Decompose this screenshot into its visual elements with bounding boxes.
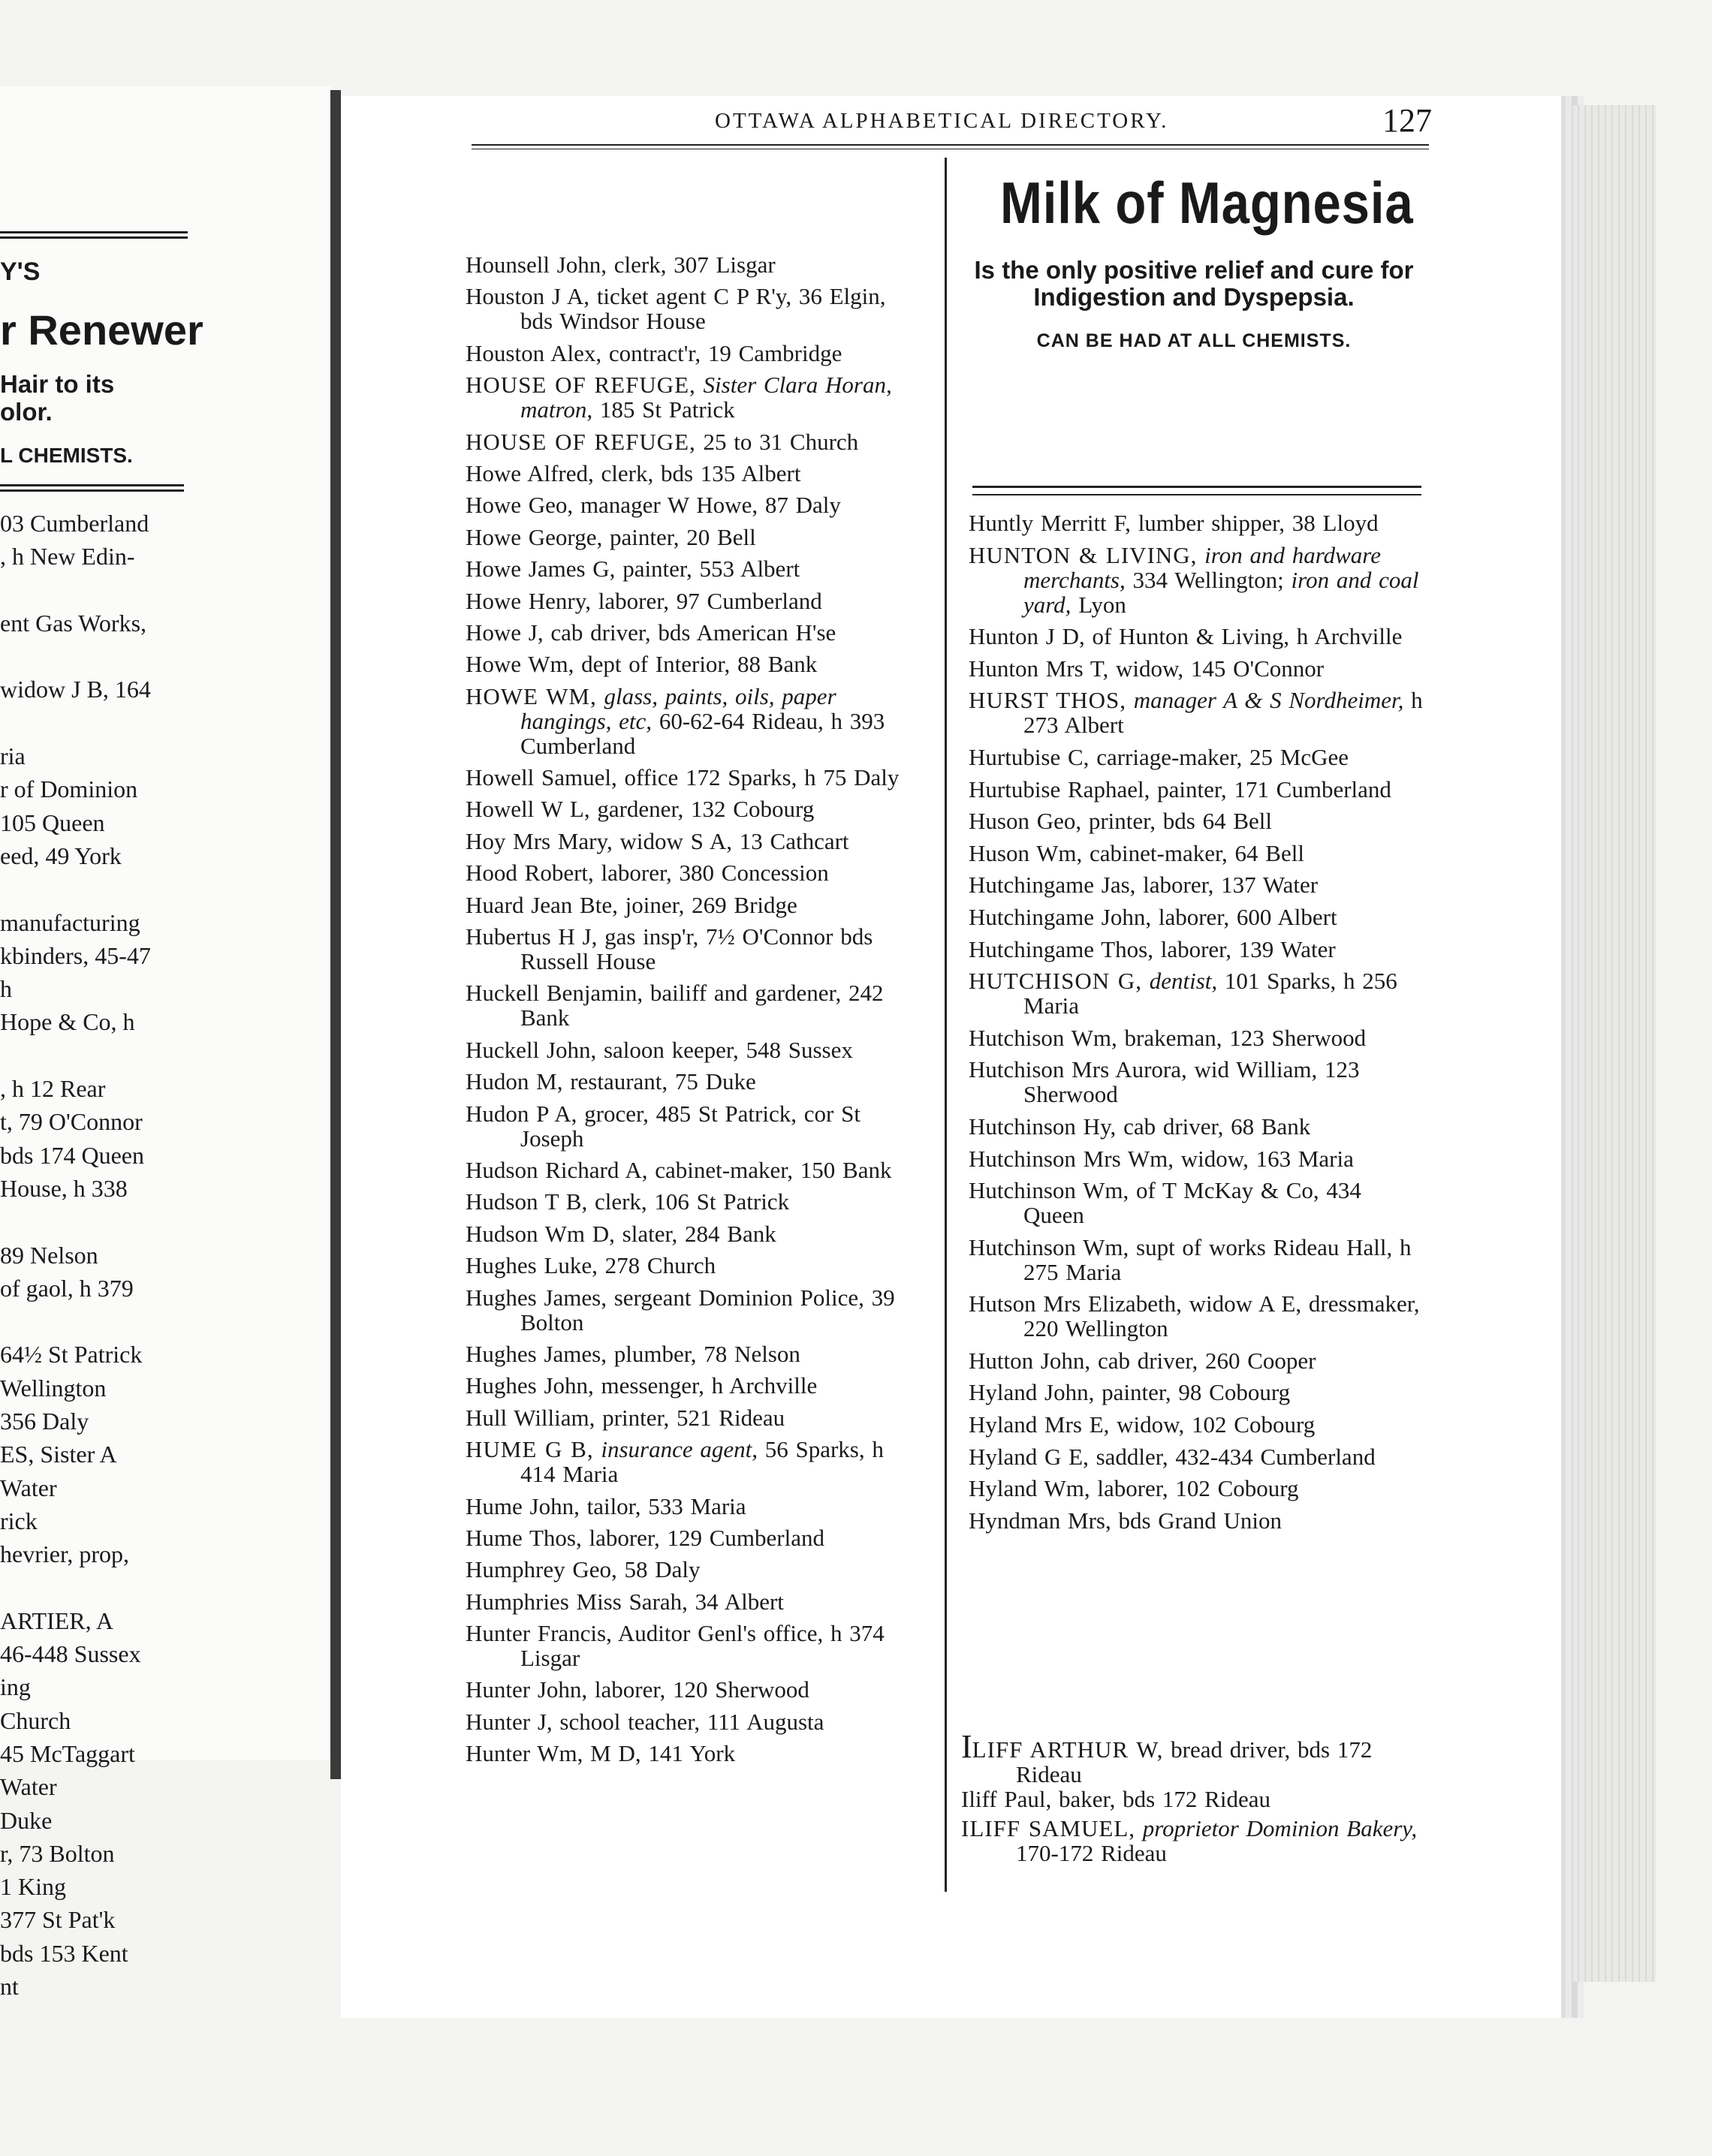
entry-name: Hudon M,	[466, 1068, 563, 1095]
directory-entry	[466, 1621, 916, 1670]
left-fragment-line: 105 Queen	[0, 808, 105, 836]
directory-column-left	[466, 252, 916, 1773]
entry-details: clerk, bds 135 Albert	[601, 459, 801, 486]
entry-name: Humphries Miss Sarah,	[466, 1588, 688, 1615]
directory-entry	[969, 1444, 1427, 1469]
entry-details: tailor, 533 Maria	[586, 1492, 746, 1519]
entry-details: 58 Daly	[624, 1556, 701, 1583]
entry-name: Hutchison Mrs Aurora,	[969, 1056, 1187, 1083]
entry-details: brakeman, 123 Sherwood	[1124, 1024, 1367, 1051]
entry-name: Hughes Luke,	[466, 1252, 598, 1279]
left-fragment-line: ing	[0, 1673, 31, 1701]
entry-italic: iron and hardware merchants,	[1023, 541, 1381, 593]
left-fragment-line: 377 St Pat'k	[0, 1906, 116, 1934]
entry-name: Hutchinson Mrs Wm,	[969, 1145, 1174, 1172]
entry-details: restaurant, 75 Duke	[570, 1068, 756, 1095]
directory-entry	[466, 1253, 916, 1278]
entry-details: widow S A, 13 Cathcart	[619, 827, 849, 854]
section-initial: I	[961, 1728, 972, 1765]
entry-details: Auditor Genl's office, h 374 Lisgar	[520, 1620, 885, 1672]
directory-entry	[466, 341, 916, 366]
entry-details: 278 Church	[604, 1252, 716, 1279]
directory-entry	[466, 1437, 916, 1486]
entry-details: bread driver, bds 172 Rideau	[1016, 1736, 1373, 1787]
directory-entry	[466, 284, 916, 333]
directory-entry	[969, 1348, 1427, 1373]
entry-details: painter, 553 Albert	[622, 556, 800, 583]
left-fragment-line: bds 153 Kent	[0, 1939, 128, 1967]
directory-entry	[969, 688, 1427, 737]
directory-entry	[969, 1057, 1427, 1107]
milk-of-magnesia-ad	[969, 165, 1419, 352]
entry-name: Humphrey Geo,	[466, 1556, 617, 1583]
column-divider	[945, 158, 947, 1892]
left-fragment-line: of gaol, h 379	[0, 1274, 134, 1302]
entry-name: Howe Wm,	[466, 651, 574, 678]
section-I-entries	[961, 1728, 1427, 1870]
entry-name: HURST THOS,	[969, 687, 1126, 714]
entry-name: HOUSE OF REFUGE,	[466, 372, 696, 399]
directory-entry	[969, 543, 1427, 617]
entry-details: carriage-maker, 25 McGee	[1096, 743, 1349, 770]
directory-entry	[969, 1476, 1427, 1501]
directory-entry	[969, 841, 1427, 866]
entry-details: laborer, 102 Cobourg	[1097, 1475, 1299, 1502]
entry-name: Hughes John,	[466, 1372, 594, 1399]
entry-details: of Hunton & Living, h Archville	[1092, 623, 1403, 650]
entry-italic: Sister Clara Horan, matron,	[520, 372, 892, 423]
entry-name: Hughes James,	[466, 1340, 607, 1367]
entry-name: Hutchingame Jas,	[969, 872, 1136, 899]
entry-details: contract'r, 19 Cambridge	[608, 339, 842, 366]
entry-details: painter, 20 Bell	[609, 523, 756, 550]
directory-entry	[466, 1221, 916, 1246]
left-fragment-line: , h New Edin-	[0, 543, 135, 571]
section-I-first-entry	[961, 1728, 1427, 1787]
ad-footer: CAN BE HAD AT ALL CHEMISTS.	[1036, 330, 1352, 351]
directory-entry	[969, 1291, 1427, 1341]
left-fragment-line	[0, 640, 330, 673]
left-fragment-line: kbinders, 45-47	[0, 941, 151, 969]
directory-entry	[466, 924, 916, 974]
entry-details: laborer, 139 Water	[1160, 935, 1336, 962]
entry-name: Hurtubise C,	[969, 743, 1090, 770]
entry-name: Hunton J D,	[969, 623, 1085, 650]
entry-name: Howell Samuel,	[466, 764, 617, 791]
entry-details: bds Grand Union	[1118, 1507, 1282, 1534]
left-fragment-line	[0, 872, 330, 905]
entry-details: of T McKay & Co, 434 Queen	[1023, 1177, 1361, 1229]
entry-details: Lyon	[1078, 591, 1126, 618]
left-ad-line-2: olor.	[0, 398, 53, 426]
directory-entry	[466, 556, 916, 581]
entry-details: baker, bds 172 Rideau	[1059, 1786, 1270, 1812]
left-fragment-line: eed, 49 York	[0, 842, 122, 869]
entry-details: 25 to 31 Church	[703, 428, 859, 455]
directory-entry	[969, 1380, 1427, 1405]
entry-name: Hudson T B,	[466, 1188, 588, 1215]
left-fragment-line: bds 174 Queen	[0, 1141, 144, 1169]
directory-entry	[969, 777, 1427, 802]
entry-name: Huckell Benjamin,	[466, 980, 644, 1007]
ad-body: Is the only positive relief and cure for Indigestion and Dyspepsia.	[974, 256, 1414, 311]
directory-entry	[466, 620, 916, 645]
left-fragment-line: Hope & Co, h	[0, 1008, 135, 1036]
entry-details: lumber shipper, 38 Lloyd	[1138, 510, 1379, 536]
directory-entry	[969, 1114, 1427, 1139]
entry-name: Huson Geo,	[969, 808, 1082, 835]
entry-details: painter, 98 Cobourg	[1102, 1379, 1291, 1406]
entry-name: HUNTON & LIVING,	[969, 541, 1198, 568]
directory-entry	[969, 510, 1427, 535]
entry-name: Howe Alfred,	[466, 459, 594, 486]
entry-details: 34 Albert	[695, 1588, 784, 1615]
entry-name: Houston J A,	[466, 283, 590, 310]
left-fragment-line: ent Gas Works,	[0, 609, 147, 637]
directory-entry	[969, 968, 1427, 1018]
entry-name: Hurtubise Raphael,	[969, 775, 1150, 802]
entry-details: joiner, 269 Bridge	[625, 891, 797, 918]
entry-name: Hutchinson Wm,	[969, 1177, 1129, 1204]
entry-details: widow, 145 O'Connor	[1116, 655, 1325, 682]
entry-details: cab driver, 260 Cooper	[1097, 1347, 1316, 1374]
directory-entry	[466, 429, 916, 454]
entry-italic: proprietor Dominion Bakery,	[1142, 1815, 1418, 1841]
left-entries-list	[0, 507, 330, 2003]
entry-name: HOUSE OF REFUGE,	[466, 428, 696, 455]
entry-details: laborer, 120 Sherwood	[594, 1676, 809, 1703]
directory-entry	[969, 937, 1427, 962]
entry-name: Hutchinson Wm,	[969, 1233, 1129, 1260]
directory-entry	[466, 1494, 916, 1519]
left-page-fragment	[0, 86, 330, 2001]
directory-entry	[969, 872, 1427, 897]
entry-details: widow, 102 Cobourg	[1117, 1411, 1316, 1438]
entry-details: office 172 Sparks, h 75 Daly	[624, 764, 900, 791]
entry-details: 101 Sparks, h 256 Maria	[1023, 968, 1397, 1019]
left-fragment-line	[0, 574, 330, 607]
entry-details: widow A E, dressmaker, 220 Wellington	[1023, 1290, 1420, 1342]
entry-name: Hutson Mrs Elizabeth,	[969, 1290, 1182, 1317]
directory-entry	[466, 525, 916, 550]
entry-name: Howe J,	[466, 619, 544, 646]
entry-details: dept of Interior, 88 Bank	[581, 651, 818, 678]
entry-details: bailiff and gardener, 242 Bank	[520, 980, 884, 1031]
directory-entry	[466, 1158, 916, 1182]
left-brand-fragment: Y'S	[0, 257, 41, 286]
directory-entry	[466, 252, 916, 277]
left-fragment-line: t, 79 O'Connor	[0, 1108, 143, 1136]
entry-name: Hudon P A,	[466, 1100, 577, 1127]
directory-entry	[969, 1508, 1427, 1533]
directory-column-right	[969, 510, 1427, 1540]
entry-details: ticket agent C P R'y, 36 Elgin, bds Windsor House	[520, 283, 886, 335]
directory-entry	[466, 684, 916, 758]
entry-name: Hounsell John,	[466, 251, 607, 278]
directory-entry	[969, 905, 1427, 929]
left-rule-mid-2	[0, 489, 184, 492]
running-head	[131, 98, 1430, 143]
left-fragment-line	[0, 1571, 330, 1604]
left-fragment-line: h	[0, 975, 12, 1003]
left-fragment-line: nt	[0, 1973, 19, 2001]
entry-details: cabinet-maker, 150 Bank	[655, 1156, 892, 1183]
entry-name: Hudson Richard A,	[466, 1156, 648, 1183]
page-number: 127	[1382, 102, 1432, 139]
entry-details: sergeant Dominion Police, 39 Bolton	[520, 1284, 895, 1335]
entry-name: Howe Geo,	[466, 492, 574, 519]
entry-details: 170-172 Rideau	[1016, 1840, 1167, 1866]
entry-name: HOWE WM,	[466, 682, 597, 709]
entry-details: 60-62-64 Rideau, h 393 Cumberland	[520, 707, 885, 759]
directory-entry	[969, 1412, 1427, 1437]
book-gutter	[330, 90, 341, 1779]
entry-name: Hyland John,	[969, 1379, 1095, 1406]
left-fragment-line: , h 12 Rear	[0, 1075, 106, 1103]
directory-entry	[969, 624, 1427, 649]
entry-name: Hutchingame John,	[969, 903, 1152, 930]
entry-details: clerk, 106 St Patrick	[594, 1188, 790, 1215]
entry-name: Hunter John,	[466, 1676, 588, 1703]
entry-name: Hunter J,	[466, 1708, 553, 1735]
ad-title: Milk of Magnesia	[1000, 170, 1414, 236]
directory-entry	[969, 656, 1427, 681]
entry-details: messenger, h Archville	[601, 1372, 818, 1399]
entry-details: gardener, 132 Cobourg	[597, 796, 815, 823]
entry-details: painter, 171 Cumberland	[1157, 775, 1391, 802]
entry-details: laborer, 600 Albert	[1158, 903, 1337, 930]
directory-entry	[466, 492, 916, 517]
section-I-list	[961, 1787, 1427, 1865]
left-fragment-line: r, 73 Bolton	[0, 1839, 115, 1867]
directory-entry	[466, 1677, 916, 1702]
entry-italic: iron and coal yard,	[1023, 566, 1419, 618]
directory-entry	[466, 461, 916, 486]
left-fragment-line: Church	[0, 1706, 71, 1734]
left-fragment-line: hevrier, prop,	[0, 1540, 129, 1568]
left-fragment-line: widow J B, 164	[0, 676, 151, 703]
entry-name: Hutton John,	[969, 1347, 1091, 1374]
entry-details: gas insp'r, 7½ O'Connor bds Russell House	[520, 923, 873, 975]
directory-entry	[466, 1189, 916, 1214]
left-rule-top-2	[0, 236, 188, 239]
left-fragment-line: Water	[0, 1773, 57, 1801]
entry-name: Hubertus H J,	[466, 923, 598, 950]
entry-italic: insurance agent,	[601, 1436, 758, 1463]
left-headline-fragment: r Renewer	[0, 306, 203, 354]
directory-entry	[466, 1069, 916, 1094]
entry-name: HUME G B,	[466, 1436, 594, 1463]
entry-details: laborer, 129 Cumberland	[589, 1524, 824, 1551]
entry-details: saloon keeper, 548 Sussex	[603, 1036, 853, 1063]
left-fragment-line: Water	[0, 1474, 57, 1501]
entry-name: Hoy Mrs Mary,	[466, 827, 613, 854]
entry-details: printer, bds 64 Bell	[1088, 808, 1272, 835]
entry-details: printer, 521 Rideau	[602, 1404, 785, 1431]
directory-entry	[969, 1025, 1427, 1050]
entry-name: Huard Jean Bte,	[466, 891, 618, 918]
entry-name: Howe George,	[466, 523, 603, 550]
directory-entry	[466, 1405, 916, 1430]
ad-rule	[972, 486, 1421, 495]
entry-details: cab driver, 68 Bank	[1123, 1113, 1311, 1140]
entry-details: laborer, 380 Concession	[601, 860, 829, 887]
entry-details: clerk, 307 Lisgar	[613, 251, 776, 278]
entry-name: Hutchison Wm,	[969, 1024, 1117, 1051]
left-fragment-line: 46-448 Sussex	[0, 1640, 141, 1668]
directory-entry	[961, 1787, 1427, 1811]
left-fragment-line: 356 Daly	[0, 1408, 89, 1435]
left-fragment-line	[0, 706, 330, 739]
entry-details: widow, 163 Maria	[1180, 1145, 1354, 1172]
entry-details: 141 York	[648, 1740, 736, 1767]
entry-name: Hunton Mrs T,	[969, 655, 1109, 682]
directory-entry	[466, 589, 916, 613]
header-title: OTTAWA ALPHABETICAL DIRECTORY.	[715, 109, 1169, 133]
left-fragment-line: 45 McTaggart	[0, 1739, 135, 1767]
directory-entry	[466, 1741, 916, 1766]
entry-name: Howell W L,	[466, 796, 590, 823]
entry-details: saddler, 432-434 Cumberland	[1096, 1443, 1376, 1470]
left-fragment-line	[0, 1039, 330, 1072]
entry-details: school teacher, 111 Augusta	[559, 1708, 824, 1735]
entry-details: 185 St Patrick	[599, 396, 735, 423]
entry-name: Houston Alex,	[466, 339, 602, 366]
left-fragment-line: rick	[0, 1507, 38, 1534]
directory-entry	[466, 860, 916, 885]
entry-name: Howe James G,	[466, 556, 616, 583]
entry-details: wid William, 123 Sherwood	[1023, 1056, 1360, 1108]
header-rule	[472, 144, 1429, 149]
left-rule-top	[0, 231, 188, 233]
entry-name: Hyland Wm,	[969, 1475, 1090, 1502]
left-fragment-line	[0, 1305, 330, 1338]
left-fragment-line: 1 King	[0, 1873, 66, 1901]
left-fragment-line: Wellington	[0, 1374, 107, 1402]
directory-entry	[466, 1557, 916, 1582]
entry-details: h 273 Albert	[1023, 687, 1423, 739]
directory-entry	[466, 1341, 916, 1366]
entry-name: ILIFF SAMUEL,	[961, 1815, 1136, 1841]
entry-details: plumber, 78 Nelson	[613, 1340, 800, 1367]
directory-entry	[466, 796, 916, 821]
entry-name: Hunter Wm, M D,	[466, 1740, 641, 1767]
directory-entry	[969, 808, 1427, 833]
directory-entry	[466, 1101, 916, 1151]
left-ad-line-1: Hair to its	[0, 370, 115, 398]
directory-entry	[969, 1146, 1427, 1171]
entry-details: grocer, 485 St Patrick, cor St Joseph	[520, 1100, 861, 1152]
entry-name: Hume Thos,	[466, 1524, 582, 1551]
left-fragment-line: 64½ St Patrick	[0, 1341, 143, 1369]
left-fragment-line: ria	[0, 742, 26, 770]
directory-entry	[969, 1235, 1427, 1284]
entry-name: Huson Wm,	[969, 839, 1083, 866]
left-fragment-line: 89 Nelson	[0, 1241, 98, 1269]
entry-details: cabinet-maker, 64 Bell	[1090, 839, 1304, 866]
entry-name: Hyland Mrs E,	[969, 1411, 1110, 1438]
directory-entry	[466, 1373, 916, 1398]
entry-details: slater, 284 Bank	[622, 1220, 776, 1247]
directory-entry	[466, 893, 916, 917]
directory-entry	[466, 765, 916, 790]
entry-name: Hunter Francis,	[466, 1620, 612, 1647]
entry-name: Hyndman Mrs,	[969, 1507, 1111, 1534]
left-fragment-line: 03 Cumberland	[0, 510, 149, 537]
directory-entry	[466, 372, 916, 422]
entry-name: Hyland G E,	[969, 1443, 1089, 1470]
entry-name: Iliff Paul,	[961, 1786, 1052, 1812]
entry-details: laborer, 137 Water	[1143, 872, 1319, 899]
entry-italic: glass, paints, oils, paper hangings, etc,	[520, 682, 836, 734]
directory-entry	[466, 1709, 916, 1734]
entry-name: Howe Henry,	[466, 587, 591, 614]
left-ad-footer: L CHEMISTS.	[0, 444, 133, 467]
entry-name: Hood Robert,	[466, 860, 594, 887]
directory-entry	[969, 1178, 1427, 1227]
directory-entry	[961, 1816, 1427, 1865]
left-fragment-line: House, h 338	[0, 1174, 128, 1202]
entry-name: Hughes James,	[466, 1284, 607, 1311]
entry-name: Hull William,	[466, 1404, 595, 1431]
directory-entry	[466, 1525, 916, 1550]
entry-name: HUTCHISON G,	[969, 968, 1142, 995]
entry-details: laborer, 97 Cumberland	[598, 587, 822, 614]
left-fragment-line: ARTIER, A	[0, 1606, 113, 1634]
entry-name: Hume John,	[466, 1492, 580, 1519]
left-rule-mid	[0, 484, 184, 486]
entry-name: Huntly Merritt F,	[969, 510, 1131, 536]
directory-entry	[466, 1037, 916, 1062]
entry-name: Hudson Wm D,	[466, 1220, 615, 1247]
directory-entry	[969, 745, 1427, 769]
directory-entry	[466, 1285, 916, 1335]
entry-name: Hutchingame Thos,	[969, 935, 1153, 962]
entry-italic: manager A & S Nordheimer,	[1133, 687, 1404, 714]
left-fragment-line: ES, Sister A	[0, 1441, 117, 1468]
directory-entry	[466, 1589, 916, 1614]
page-edges	[1573, 105, 1656, 1982]
entry-details: cab driver, bds American H'se	[550, 619, 836, 646]
directory-entry	[466, 980, 916, 1030]
entry-italic: dentist,	[1149, 968, 1218, 995]
left-fragment-line: Duke	[0, 1806, 53, 1834]
left-fragment-line	[0, 1205, 330, 1238]
left-fragment-line: r of Dominion	[0, 775, 138, 803]
left-fragment-line: manufacturing	[0, 908, 140, 936]
entry-name: LIFF ARTHUR W,	[972, 1736, 1164, 1763]
entry-name: Hutchinson Hy,	[969, 1113, 1117, 1140]
entry-details: manager W Howe, 87 Daly	[580, 492, 841, 519]
entry-details: supt of works Rideau Hall, h 275 Maria	[1023, 1233, 1412, 1285]
directory-entry	[466, 652, 916, 676]
entry-name: Huckell John,	[466, 1036, 597, 1063]
entry-details: 56 Sparks, h 414 Maria	[520, 1436, 884, 1488]
directory-entry	[466, 829, 916, 854]
entry-details: 334 Wellington;	[1132, 566, 1284, 593]
